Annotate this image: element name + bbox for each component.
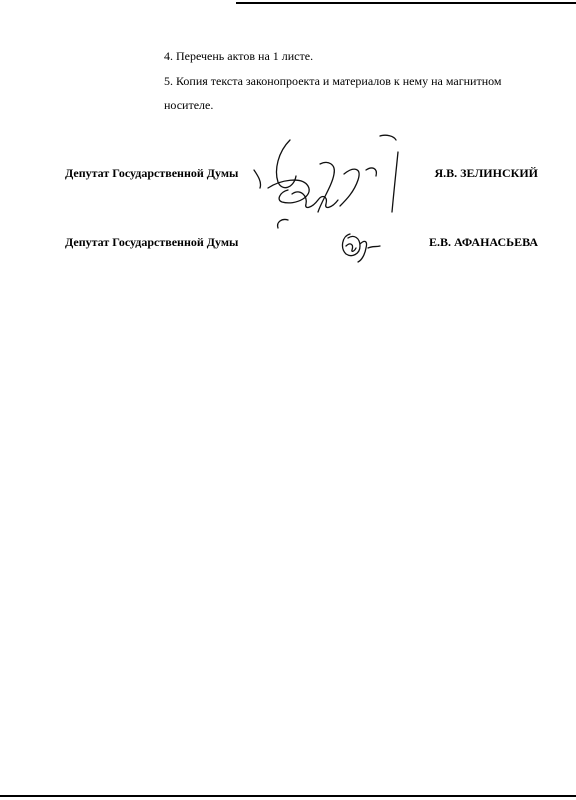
signatory-name: Е.В. АФАНАСЬЕВА — [428, 235, 538, 249]
attachment-item-5: 5. Копия текста законопроекта и материалов к нему на магнитном — [164, 74, 502, 88]
signatory-title: Депутат Государственной Думы — [65, 235, 239, 249]
scan-edge-top — [236, 2, 576, 4]
handwritten-signature-2 — [336, 230, 382, 264]
attachment-item-5-continuation: носителе. — [164, 98, 214, 112]
signature-block-2 — [65, 235, 538, 251]
handwritten-signature-1 — [248, 130, 408, 240]
signatory-name: Я.В. ЗЕЛИНСКИЙ — [434, 166, 538, 180]
signatory-title: Депутат Государственной Думы — [65, 166, 239, 180]
scan-edge-bottom — [0, 795, 576, 797]
attachment-item-4: 4. Перечень актов на 1 листе. — [164, 49, 314, 63]
